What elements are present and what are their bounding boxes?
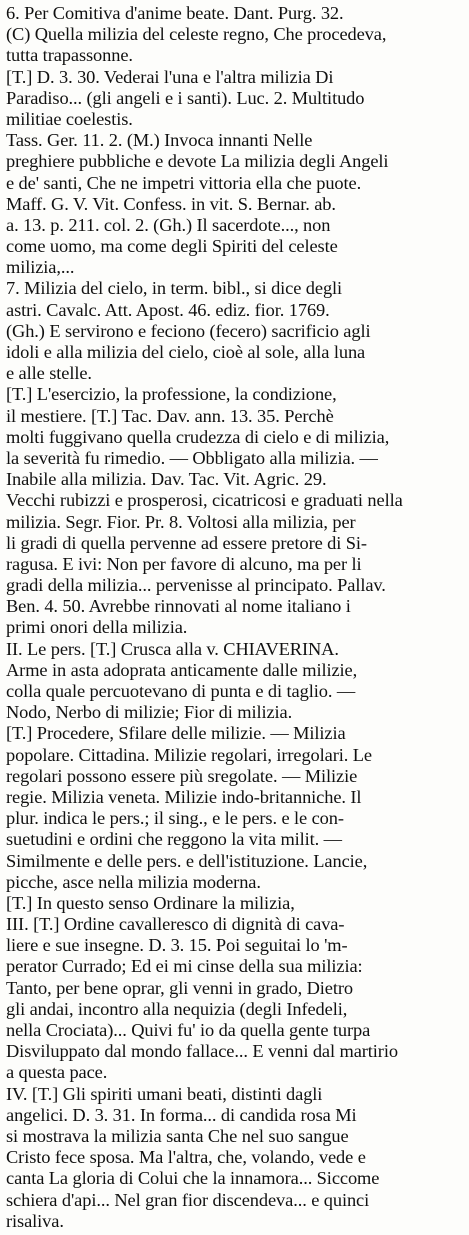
text-line: idoli e alla milizia del cielo, cioè al sole, alla luna xyxy=(6,342,366,362)
text-line: (Gh.) E servirono e feciono (fecero) sacrificio agli xyxy=(6,320,371,341)
text-line: regie. Milizia veneta. Milizie indo-britanniche. Il xyxy=(6,786,362,807)
text-line: si mostrava la milizia santa Che nel suo sangue xyxy=(6,1125,349,1146)
text-line: plur. indica le pers.; il sing., e le pers. e le con- xyxy=(6,808,344,829)
text-line: risaliva. xyxy=(6,1210,64,1231)
text-line: perator Currado; Ed ei mi cinse della sua milizia: xyxy=(6,956,363,977)
text-line: [T.] D. 3. 30. Vederai l'una e l'altra milizia Di xyxy=(6,66,334,87)
text-line: ragusa. E ivi: Non per favore di alcuno, ma per li xyxy=(6,553,362,574)
text-line: preghiere pubbliche e devote La milizia degli Angeli xyxy=(6,151,389,172)
text-line: gli andai, incontro alla nequizia (degli Infedeli, xyxy=(6,998,348,1019)
text-line: il mestiere. [T.] Tac. Dav. ann. 13. 35. Perchè xyxy=(6,405,334,426)
text-line: colla quale percuotevano di punta e di taglio. — xyxy=(6,681,356,701)
text-line: militiae coelestis. xyxy=(6,108,133,129)
text-line: [T.] In questo senso Ordinare la milizia, xyxy=(6,892,295,913)
text-line: gradi della milizia... pervenisse al principato. Pallav. xyxy=(6,575,386,596)
text-line: schiera d'api... Nel gran fior discendeva... e quinci xyxy=(6,1189,370,1210)
text-line: Tass. Ger. 11. 2. (M.) Invoca innanti Nelle xyxy=(6,130,313,151)
text-column xyxy=(6,3,461,1232)
text-line: Arme in asta adoprata anticamente dalle milizie, xyxy=(6,659,358,680)
text-line: Ben. 4. 50. Avrebbe rinnovati al nome italiano i xyxy=(6,596,351,617)
text-line: 6. Per Comitiva d'anime beate. Dant. Purg. 32. xyxy=(6,3,344,23)
text-line: primi onori della milizia. xyxy=(6,617,188,638)
text-line: Nodo, Nerbo di milizie; Fior di milizia. xyxy=(6,702,293,723)
text-line: canta La gloria di Colui che la innamora... Siccome xyxy=(6,1168,380,1189)
text-line: e alle stelle. xyxy=(6,363,92,384)
text-line: a. 13. p. 211. col. 2. (Gh.) Il sacerdote..., non xyxy=(6,214,331,235)
text-line: 7. Milizia del cielo, in term. bibl., si dice degli xyxy=(6,278,343,299)
text-line: Tanto, per bene oprar, gli venni in grado, Dietro xyxy=(6,977,353,998)
text-line: astri. Cavalc. Att. Apost. 46. ediz. fior. 1769. xyxy=(6,299,330,320)
text-line: Inabile alla milizia. Dav. Tac. Vit. Agric. 29. xyxy=(6,469,327,490)
text-line: Maff. G. V. Vit. Confess. in vit. S. Bernar. ab. xyxy=(6,193,336,214)
text-line: suetudini e ordini che reggono la vita milit. — xyxy=(6,829,342,850)
text-line: e de' santi, Che ne impetri vittoria ella che puote. xyxy=(6,172,362,193)
text-line: tutta trapassonne. xyxy=(6,45,133,66)
text-line: milizia. Segr. Fior. Pr. 8. Voltosi alla milizia, per xyxy=(6,511,356,532)
text-line: Cristo fece sposa. Ma l'altra, che, volando, vede e xyxy=(6,1147,366,1168)
text-line: II. Le pers. [T.] Crusca alla v. CHIAVERINA. xyxy=(6,638,339,659)
text-line: [T.] L'esercizio, la professione, la condizione, xyxy=(6,384,337,405)
text-line: III. [T.] Ordine cavalleresco di dignità di cava- xyxy=(6,914,345,935)
text-line: nella Crociata)... Quivi fu' io da quella gente turpa xyxy=(6,1020,371,1040)
text-line: [T.] Procedere, Sfilare delle milizie. — Milizia xyxy=(6,723,346,744)
text-line: Disviluppato dal mondo fallace... E venni dal martirio xyxy=(6,1041,398,1062)
text-line: li gradi di quella pervenne ad essere pretore di Si- xyxy=(6,532,367,553)
text-line: regolari possono essere più sregolate. — Milizie xyxy=(6,765,358,786)
text-line: la severità fu rimedio. — Obbligato alla milizia. — xyxy=(6,447,378,468)
text-line: a questa pace. xyxy=(6,1062,108,1083)
text-line: molti fuggivano quella crudezza di cielo e di milizia, xyxy=(6,426,390,447)
text-line: liere e sue insegne. D. 3. 15. Poi seguitai lo 'm- xyxy=(6,935,348,956)
text-line: popolare. Cittadina. Milizie regolari, irregolari. Le xyxy=(6,744,372,765)
text-line: Similmente e delle pers. e dell'istituzione. Lancie, xyxy=(6,850,368,871)
text-line: angelici. D. 3. 31. In forma... di candida rosa Mi xyxy=(6,1104,357,1125)
text-line: Paradiso... (gli angeli e i santi). Luc. 2. Multitudo xyxy=(6,87,365,108)
text-line: IV. [T.] Gli spiriti umani beati, distinti dagli xyxy=(6,1083,323,1104)
text-line: come uomo, ma come degli Spiriti del celeste xyxy=(6,236,338,257)
text-line: milizia,... xyxy=(6,257,75,278)
text-line: picche, asce nella milizia moderna. xyxy=(6,871,261,892)
text-line: (C) Quella milizia del celeste regno, Che procedeva, xyxy=(6,24,387,45)
text-line: Vecchi rubizzi e prosperosi, cicatricosi e graduati nella xyxy=(6,490,403,511)
